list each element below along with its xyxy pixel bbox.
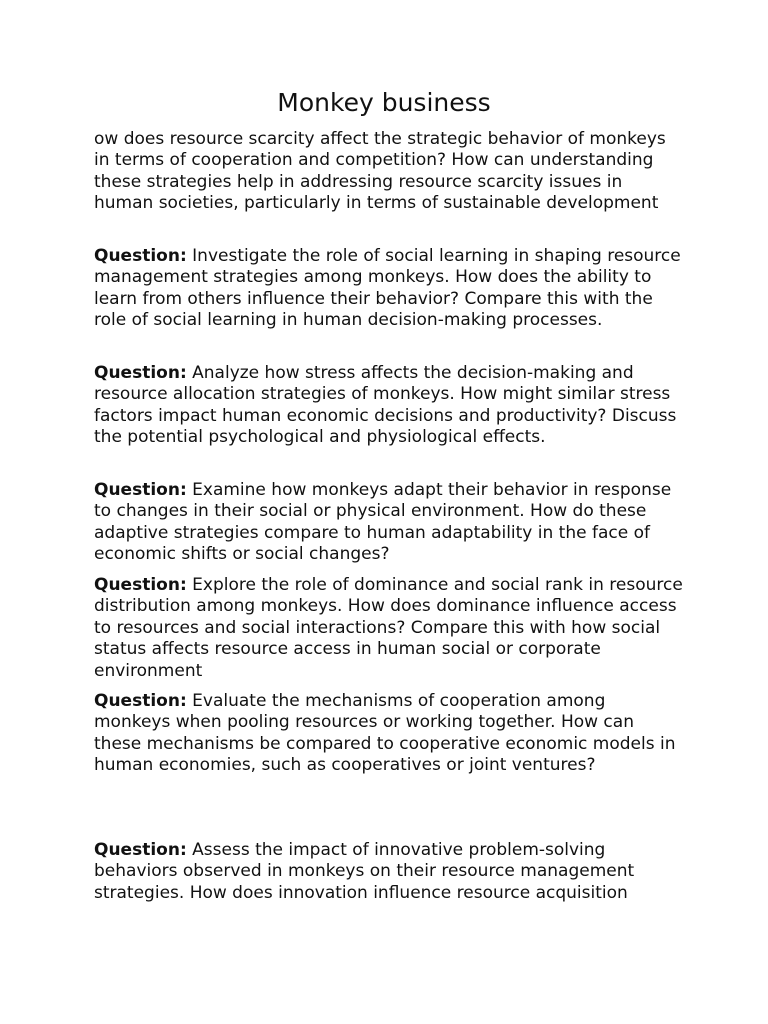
question-label: Question: bbox=[94, 575, 187, 595]
question-text: Investigate the role of social learning in shaping resource management strategies among monkeys. How does the ability to learn from others influence their behavior? Compare this with the role of social learning in human decision-making processes. bbox=[94, 246, 681, 331]
question-paragraph-5 bbox=[94, 691, 684, 777]
question-paragraph-6 bbox=[94, 840, 684, 904]
question-text: Analyze how stress affects the decision-making and resource allocation strategies of monkeys. How might similar stress factors impact human economic decisions and productivity? Discuss the potential psychological and physiological effects. bbox=[94, 363, 677, 448]
question-paragraph-4 bbox=[94, 575, 684, 682]
question-text: Assess the impact of innovative problem-solving behaviors observed in monkeys on their resource management strategies. How does innovation influence resource acquisition bbox=[94, 840, 635, 903]
question-label: Question: bbox=[94, 691, 187, 711]
document-title: Monkey business bbox=[277, 88, 491, 117]
question-text: Evaluate the mechanisms of cooperation among monkeys when pooling resources or working together. How can these mechanisms be compared to cooperative economic models in human economies, such as cooperatives or joint ventures? bbox=[94, 691, 676, 776]
question-paragraph-3 bbox=[94, 480, 684, 566]
intro-paragraph: ow does resource scarcity affect the strategic behavior of monkeys in terms of cooperation and competition? How can understanding these strategies help in addressing resource scarcity issues in human societies, particularly in terms of sustainable development bbox=[94, 129, 666, 214]
question-label: Question: bbox=[94, 840, 187, 860]
question-paragraph-1 bbox=[94, 246, 684, 332]
question-paragraph-2 bbox=[94, 363, 684, 449]
question-text: Examine how monkeys adapt their behavior in response to changes in their social or physical environment. How do these adaptive strategies compare to human adaptability in the face of economic shifts or social changes? bbox=[94, 480, 672, 565]
question-label: Question: bbox=[94, 363, 187, 383]
question-label: Question: bbox=[94, 480, 187, 500]
question-label: Question: bbox=[94, 246, 187, 266]
question-text: Explore the role of dominance and social rank in resource distribution among monkeys. How does dominance influence access to resources and social interactions? Compare this with how social status affects resource access in human social or corporate environment bbox=[94, 575, 683, 681]
